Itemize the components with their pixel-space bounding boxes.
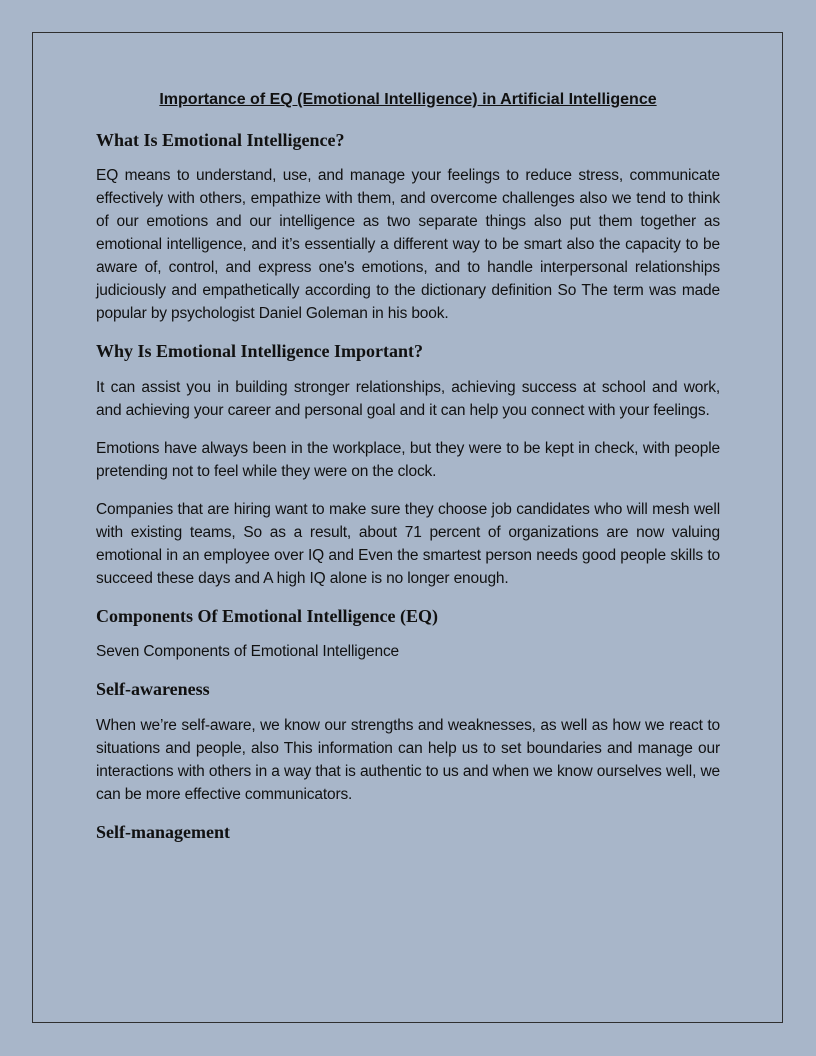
section-heading-self-management: Self-management (96, 821, 230, 842)
paragraph-self-awareness: When we’re self-aware, we know our strengths and weaknesses, as well as how we react to situations and people, also This information can help us to set boundaries and manage our interactions with others in a way that is authentic to us and when we know ourselves well, we can be more effective communicators. (96, 716, 720, 803)
document-title: Importance of EQ (Emotional Intelligence) in Artificial Intelligence (159, 91, 657, 108)
section-heading-why-important: Why Is Emotional Intelligence Important? (96, 341, 424, 362)
section-heading-self-awareness: Self-awareness (96, 679, 210, 700)
document-body (96, 90, 720, 856)
paragraph-benefits: It can assist you in building stronger relationships, achieving success at school and work, and achieving your career and personal goal and it can help you connect with your feelings. (96, 378, 720, 419)
section-heading-what-is-eq: What Is Emotional Intelligence? (96, 129, 345, 150)
paragraph-hiring: Companies that are hiring want to make sure they choose job candidates who will mesh well with existing teams, So as a result, about 71 percent of organizations are now valuing emotional in an employee over IQ and Even the smartest person needs good people skills to succeed these days and A high IQ alone is no longer enough. (96, 500, 720, 587)
section-heading-components: Components Of Emotional Intelligence (EQ) (96, 605, 438, 626)
paragraph-seven-components: Seven Components of Emotional Intelligence (96, 643, 400, 661)
paragraph-workplace-emotions: Emotions have always been in the workplace, but they were to be kept in check, with people pretending not to feel while they were on the clock. (96, 439, 720, 480)
paragraph-eq-definition: EQ means to understand, use, and manage your feelings to reduce stress, communicate effectively with others, empathize with them, and overcome challenges also we tend to think of our emotions and our intelligence as two separate things also put them together as emotional intelligence, and it’s essentially a different way to be smart also the capacity to be aware of, control, and express one's emotions, and to handle interpersonal relationships judiciously and empathetically according to the dictionary definition So The term was made popular by psychologist Daniel Goleman in his book. (96, 167, 720, 323)
